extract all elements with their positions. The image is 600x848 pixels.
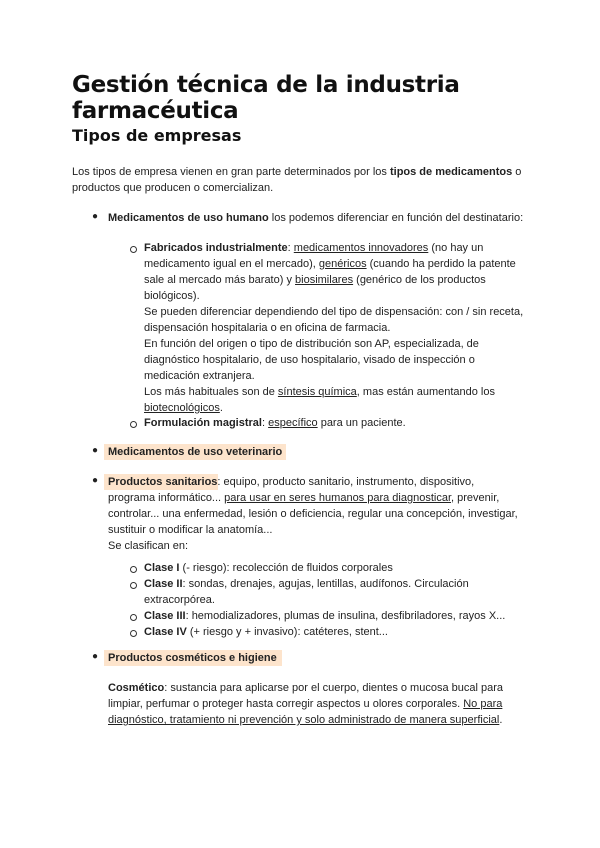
bullet-icon: ● [92, 445, 99, 456]
bullet-bold: Medicamentos de uso humano [108, 212, 269, 224]
sub-line: medicación extranjera. [144, 370, 255, 382]
sub-line: En función del origen o tipo de distribución son AP, especializada, de [144, 338, 479, 350]
circle-bullet-icon [130, 630, 137, 637]
sub-text: para un paciente. [317, 417, 406, 429]
underlined-term: específico [268, 417, 318, 429]
intro-line-1 [72, 164, 521, 180]
sub-bold: Fabricados industrialmente [144, 242, 288, 254]
sub-text: : [287, 242, 294, 254]
circle-bullet-icon [130, 614, 137, 621]
sub-text: sale al mercado más barato) y [144, 274, 296, 286]
sub-text: . [219, 402, 223, 414]
class-label: Clase IV [144, 626, 187, 638]
circle-bullet-icon [130, 421, 137, 428]
sub-text: medicamento igual en el mercado), [144, 258, 319, 270]
sub-text: (genérico de los productos [353, 274, 486, 286]
sub-fabricados-industrialmente [144, 240, 534, 416]
circle-bullet-icon [130, 566, 137, 573]
bullet-text: , prevenir, [451, 492, 500, 504]
cosm-bold: Cosmético [108, 682, 165, 694]
underlined-term: biotecnológicos [144, 402, 220, 414]
bullet-icon: ● [92, 475, 99, 486]
bullet-icon: ● [92, 211, 99, 222]
bullet-productos-sanitarios [108, 474, 538, 554]
class-item [144, 560, 393, 576]
bullet-line: Se clasifican en: [108, 540, 189, 552]
underlined-term: biosimilares [295, 274, 354, 286]
class-text: (- riesgo): recolección de fluidos corporales [179, 562, 393, 574]
underlined-term: diagnóstico, tratamiento ni prevención y solo administrado de manera superficial [108, 714, 500, 726]
sub-formulacion-magistral [144, 415, 406, 431]
intro-text-end: o [512, 166, 522, 178]
class-item [144, 624, 388, 640]
bullet-text: los podemos diferenciar en función del destinatario: [268, 212, 524, 224]
cosm-text: . [499, 714, 503, 726]
bullet-medicamentos-veterinario: Medicamentos de uso veterinario [108, 446, 283, 458]
intro-line-2: productos que producen o comercializan. [72, 182, 274, 194]
sub-bold: Formulación magistral [144, 417, 262, 429]
sub-text: : [261, 417, 269, 429]
underlined-term: para usar en seres humanos para diagnosticar [224, 492, 452, 504]
bullet-productos-cosmeticos: Productos cosméticos e higiene [108, 652, 277, 664]
bullet-text: programa informático... [108, 492, 225, 504]
class-text: (+ riesgo y + invasivo): catéteres, stent... [186, 626, 388, 638]
sub-line: biológicos). [144, 290, 200, 302]
underlined-term: No para [463, 698, 503, 710]
bullet-bold: Productos sanitarios [108, 476, 218, 488]
underlined-term: genéricos [318, 258, 367, 270]
cosmetico-paragraph [108, 680, 538, 728]
circle-bullet-icon [130, 246, 137, 253]
sub-text: Los más habituales son de [144, 386, 278, 398]
underlined-term: síntesis química [277, 386, 357, 398]
cosm-text: : sustancia para aplicarse por el cuerpo, dientes o mucosa bucal para [164, 682, 503, 694]
section-title: Tipos de empresas [72, 126, 242, 145]
sub-line: diagnóstico hospitalario, de uso hospitalario, visado de inspección o [144, 354, 475, 366]
sub-line: Se pueden diferenciar dependiendo del tipo de dispensación: con / sin receta, [144, 306, 524, 318]
class-label: Clase III [144, 610, 186, 622]
intro-text: Los tipos de empresa vienen en gran parte determinados por los [72, 166, 390, 178]
class-label: Clase II [144, 578, 183, 590]
sub-text: (no hay un [428, 242, 484, 254]
intro-bold: tipos de medicamentos [389, 166, 513, 178]
sub-text: , mas están aumentando los [356, 386, 495, 398]
bullet-line: sustituir o modificar la anatomía... [108, 524, 273, 536]
document-title: Gestión técnica de la industria farmacéutica [72, 72, 460, 124]
bullet-line: controlar... una enfermedad, lesión o deficiencia, regular una concepción, investigar, [108, 508, 518, 520]
class-text: extracorpórea. [144, 594, 215, 606]
underlined-term: medicamentos innovadores [293, 242, 429, 254]
bullet-icon: ● [92, 651, 99, 662]
class-item [144, 576, 469, 608]
sub-line: dispensación hospitalaria o en oficina de farmacia. [144, 322, 391, 334]
bullet-medicamentos-humano [108, 210, 523, 226]
class-text: : sondas, drenajes, agujas, lentillas, audífonos. Circulación [182, 578, 469, 590]
class-item [144, 608, 505, 624]
cosm-text: limpiar, perfumar o proteger hasta corregir aspectos u olores corporales. [108, 698, 464, 710]
bullet-text: : equipo, producto sanitario, instrumento, dispositivo, [217, 476, 475, 488]
class-text: : hemodializadores, plumas de insulina, desfibriladores, rayos X... [185, 610, 506, 622]
class-label: Clase I [144, 562, 180, 574]
circle-bullet-icon [130, 582, 137, 589]
sub-text: (cuando ha perdido la patente [366, 258, 516, 270]
